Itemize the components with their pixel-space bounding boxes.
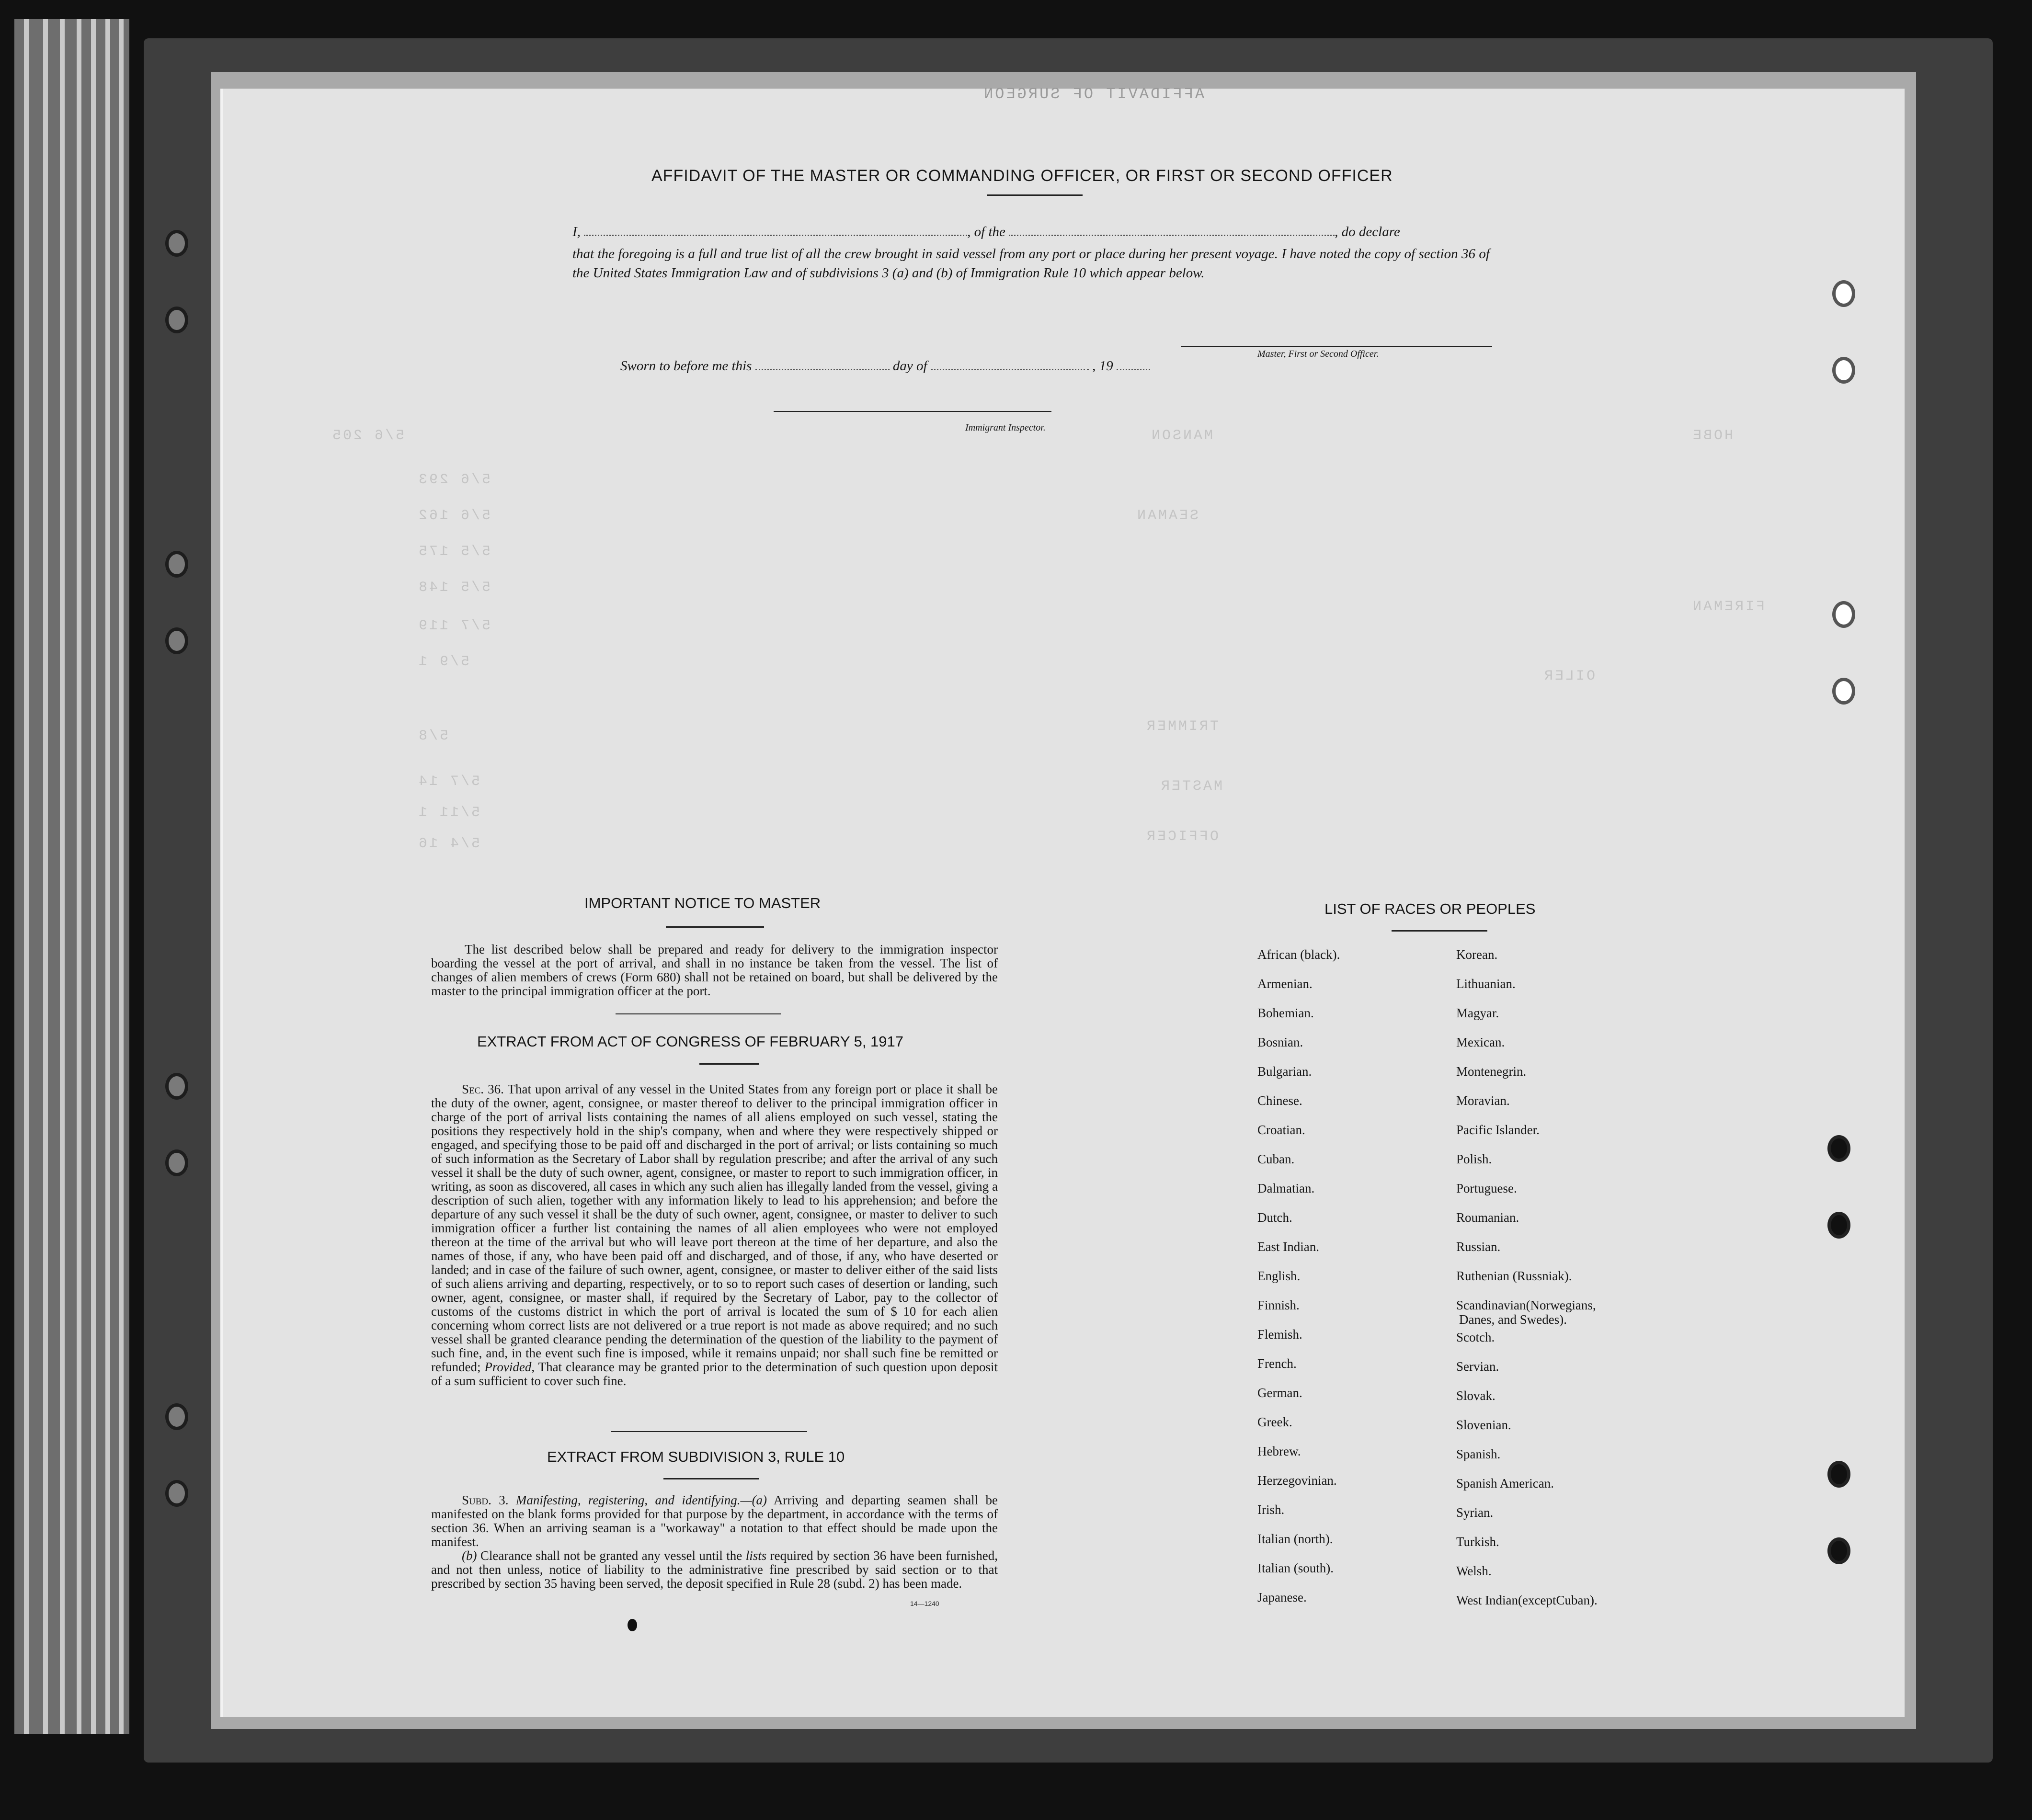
ghost-row: FIREMAN xyxy=(1691,599,1765,615)
race-item: Magyar. xyxy=(1456,1006,1499,1020)
race-item-scandinavian-cont: Danes, and Swedes). xyxy=(1459,1312,1567,1327)
race-item: Ruthenian (Russniak). xyxy=(1456,1269,1572,1283)
binder-hole xyxy=(165,1149,188,1176)
sworn-day-of: day of xyxy=(892,358,927,374)
sworn-text: Sworn to before me this xyxy=(620,358,752,374)
vessel-blank[interactable] xyxy=(1009,235,1335,236)
race-item: Russian. xyxy=(1456,1240,1501,1254)
notice-body: The list described below shall be prepared and ready for delivery to the immigration inspector boarding the vessel at the port of arrival, and shall in no instance be taken from the vessel. The list of changes of alien members of crews (Form 680) shall not be retained on board, but shall be delivered by the master to the principal immigration officer at the port. xyxy=(431,942,998,998)
affidavit-i: I, xyxy=(572,224,581,239)
race-item: German. xyxy=(1257,1386,1302,1400)
act-text-end: That clearance may be granted prior to the determination of such question upon deposit of a sum sufficient to cover such fine. xyxy=(431,1360,998,1388)
rule-rule xyxy=(663,1478,759,1479)
binder-hole xyxy=(1832,280,1855,307)
race-item: Polish. xyxy=(1456,1152,1492,1166)
act-body xyxy=(431,1082,998,1388)
form-code-text: 14—1240 xyxy=(910,1600,939,1607)
race-item: East Indian. xyxy=(1257,1240,1319,1254)
race-item: Greek. xyxy=(1257,1415,1292,1429)
ghost-row: 5/11 1 xyxy=(417,805,480,821)
section-rule xyxy=(611,1431,807,1432)
form-code xyxy=(910,1600,939,1608)
race-item xyxy=(1456,1298,1598,1330)
ghost-row: MANSON xyxy=(1150,428,1213,444)
ghost-row: 5/6 205 xyxy=(331,428,405,444)
race-item: Spanish American. xyxy=(1456,1476,1554,1490)
ghost-row: 5/5 148 xyxy=(417,580,491,596)
binder-hole xyxy=(1832,678,1855,705)
race-item: Scotch. xyxy=(1456,1330,1495,1344)
race-item: Pacific Islander. xyxy=(1456,1123,1540,1137)
ghost-row: TRIMMER xyxy=(1145,718,1219,735)
race-item: Bosnian. xyxy=(1257,1035,1303,1049)
race-item: Korean. xyxy=(1456,947,1498,962)
day-blank[interactable] xyxy=(755,369,890,370)
ghost-row: 5/4 16 xyxy=(417,836,480,852)
title-rule xyxy=(987,194,1083,196)
rule-subd-italic: Manifesting, registering, and identifying.—(a) xyxy=(515,1493,767,1507)
race-item: Roumanian. xyxy=(1456,1210,1519,1225)
month-blank[interactable] xyxy=(931,369,1089,370)
affidavit-title: AFFIDAVIT OF THE MASTER OR COMMANDING OFFICER, OR FIRST OR SECOND OFFICER xyxy=(651,167,1393,185)
rule-para-b-lists: lists xyxy=(745,1548,767,1563)
binder-hole xyxy=(1827,1135,1850,1162)
ghost-row: MASTER xyxy=(1159,778,1223,795)
document-page xyxy=(220,89,1905,1717)
rule-para-b-text: Clearance shall not be granted any vessel until the xyxy=(480,1548,742,1563)
ghost-row: 5/6 293 xyxy=(417,472,491,488)
act-provided: Provided, xyxy=(484,1360,535,1374)
sworn-line xyxy=(620,358,1150,374)
binder-hole xyxy=(165,307,188,333)
rule-para-a-text: Arriving and departing seamen shall be manifested on the blank forms provided for that purpose by the department, in accordance with the terms of section 36. When an arriving seaman is a "workaway" a notation to that effect should be made upon the manifest. xyxy=(431,1493,998,1549)
race-item: Bohemian. xyxy=(1257,1006,1314,1020)
act-sec-label: Sec. 36. xyxy=(462,1082,504,1096)
race-item: Chinese. xyxy=(1257,1093,1302,1108)
ghost-row: 5/7 14 xyxy=(417,774,480,790)
race-item: Finnish. xyxy=(1257,1298,1300,1312)
binder-hole xyxy=(165,1480,188,1507)
affidavit-of: , of the xyxy=(967,224,1005,239)
ghost-row: 5/8 xyxy=(417,728,449,744)
ghost-row: SEAMAN xyxy=(1135,508,1199,524)
race-item: Japanese. xyxy=(1257,1590,1307,1604)
binder-hole xyxy=(165,627,188,654)
race-item: Bulgarian. xyxy=(1257,1064,1312,1079)
act-text: That upon arrival of any vessel in the United States from any foreign port or place it shall be the duty of the owner, agent, consignee, or master thereof to deliver to the principal immigration officer in charge of the port of arrival lists containing the names of all aliens employed on such vessel, stating the positions they respectively hold in the ship's company, when and where they were respectively shipped or engaged, and specifying those to be paid off and discharged in the port of arrival; or lists containing so much of such information as the Secretary of Labor shall by regulation prescribe; and after the arrival of any such vessel it shall be the duty of such owner, agent, consignee, or master to report to such immigration officer, in writing, as soon as discovered, all cases in which any such alien has illegally landed from the vessel, giving a description of such alien, together with any information likely to lead to his apprehension; and before the departure of any such vessel it shall be the duty of such owner, agent, consignee, or master to deliver to such immigration officer a further list containing the names of all alien employees who were not employed thereon at the time of the arrival but who will leave port thereon at the time of her departure, and also the names of those, if any, who have been paid off and discharged, and of those, if any, who have deserted or landed; and in case of the failure of such owner, agent, consignee, or master to deliver either of the said lists of such aliens arriving and departing, respectively, or to so to report such cases of desertion or landing, such owner, agent, consignee, or master shall, if required by the Secretary of Labor, pay to the collector of customs of the customs district in which the port of arrival is located the sum of $ 10 for each alien concerning whom correct lists are not delivered or a true report is not made as above required; and no such vessel shall be granted clearance pending the determination of the question of the liability to the payment of such fine, and, in the event such fine is imposed, while it remains unpaid; nor shall such fine be remitted or refunded; xyxy=(431,1082,998,1374)
race-item: Herzegovinian. xyxy=(1257,1473,1337,1488)
binder-hole xyxy=(165,551,188,578)
race-item: Welsh. xyxy=(1456,1564,1492,1578)
affidavit-body: that the foregoing is a full and true list of all the crew brought in said vessel from any port or place during her present voyage. I have noted the copy of section 36 of the United States Immigration Law and of subdivisions 3 (a) and (b) of Immigration Rule 10 which appear below. xyxy=(572,246,1490,281)
race-item: French. xyxy=(1257,1356,1297,1371)
race-item-scandinavian: Scandinavian(Norwegians, xyxy=(1456,1298,1596,1312)
year-blank[interactable] xyxy=(1117,369,1150,370)
ghost-row: OILER xyxy=(1542,668,1596,684)
rule-para-a xyxy=(431,1493,998,1549)
races-column-1 xyxy=(1257,947,1340,1619)
race-item: Slovenian. xyxy=(1456,1418,1511,1432)
ink-dot xyxy=(628,1619,637,1631)
race-item: Montenegrin. xyxy=(1456,1064,1527,1079)
race-item: Turkish. xyxy=(1456,1535,1499,1549)
affidavit-declare: , do declare xyxy=(1335,224,1400,239)
binder-hole xyxy=(165,1403,188,1430)
binder-hole xyxy=(1832,357,1855,384)
race-item: African (black). xyxy=(1257,947,1340,962)
section-rule xyxy=(616,1013,781,1014)
race-item: Italian (north). xyxy=(1257,1532,1333,1546)
rule-b-label: (b) xyxy=(462,1548,477,1563)
rule-subd-label: Subd. 3. xyxy=(462,1493,509,1507)
signature-label: Master, First or Second Officer. xyxy=(1257,349,1379,359)
signature-line xyxy=(1181,346,1492,347)
binder-hole xyxy=(165,230,188,257)
race-item: Italian (south). xyxy=(1257,1561,1334,1575)
race-item: Cuban. xyxy=(1257,1152,1295,1166)
notice-rule xyxy=(666,926,764,928)
race-item: Hebrew. xyxy=(1257,1444,1301,1458)
race-item: Croatian. xyxy=(1257,1123,1305,1137)
ghost-header: AFFIDAVIT OF SURGEON xyxy=(982,85,1205,103)
act-rule xyxy=(699,1063,759,1065)
binder-hole xyxy=(1832,601,1855,628)
sworn-year: , 19 xyxy=(1092,358,1113,374)
ghost-row: 5/7 119 xyxy=(417,618,491,634)
inspector-label: Immigrant Inspector. xyxy=(965,422,1046,433)
races-column-2 xyxy=(1456,947,1598,1622)
race-item: Servian. xyxy=(1456,1359,1499,1374)
race-item: Spanish. xyxy=(1456,1447,1501,1461)
race-item: Slovak. xyxy=(1456,1388,1495,1403)
race-item: Irish. xyxy=(1257,1502,1285,1517)
ghost-row: HOBE xyxy=(1691,428,1734,444)
race-item: Armenian. xyxy=(1257,977,1313,991)
ghost-row: 5/9 1 xyxy=(417,654,470,670)
act-title: EXTRACT FROM ACT OF CONGRESS OF FEBRUARY 5, 1917 xyxy=(477,1033,904,1050)
race-item: English. xyxy=(1257,1269,1301,1283)
rule-para-b xyxy=(431,1549,998,1591)
binder-hole xyxy=(1827,1212,1850,1239)
binder-hole xyxy=(1827,1537,1850,1564)
race-item: Mexican. xyxy=(1456,1035,1505,1049)
race-item: Flemish. xyxy=(1257,1327,1302,1342)
race-item: Lithuanian. xyxy=(1456,977,1516,991)
ghost-row: 5/6 162 xyxy=(417,508,491,524)
binder-hole xyxy=(1827,1461,1850,1488)
ghost-row: 5/5 175 xyxy=(417,544,491,560)
race-item: Dutch. xyxy=(1257,1210,1292,1225)
race-item: Syrian. xyxy=(1456,1505,1494,1520)
race-item: Portuguese. xyxy=(1456,1181,1517,1195)
race-item: Dalmatian. xyxy=(1257,1181,1315,1195)
name-blank[interactable] xyxy=(584,235,967,236)
stacked-pages xyxy=(14,19,129,1734)
rule-title: EXTRACT FROM SUBDIVISION 3, RULE 10 xyxy=(547,1448,845,1465)
race-item: Moravian. xyxy=(1456,1093,1510,1108)
ghost-row: OFFICER xyxy=(1145,829,1219,845)
notice-title: IMPORTANT NOTICE TO MASTER xyxy=(584,895,821,911)
binder-hole xyxy=(165,1073,188,1100)
affidavit-line-1 xyxy=(572,224,1497,240)
race-item: West Indian(exceptCuban). xyxy=(1456,1593,1598,1607)
rule-para-b-text-end: required by section 36 have been furnished, and not then unless, notice of liability to the administrative fine prescribed by said section or to that prescribed by section 35 having been served, the deposit specified in Rule 28 (subd. 2) has been made. xyxy=(431,1548,998,1591)
inspector-line xyxy=(774,411,1051,412)
races-rule xyxy=(1392,930,1487,932)
races-title: LIST OF RACES OR PEOPLES xyxy=(1324,900,1536,917)
